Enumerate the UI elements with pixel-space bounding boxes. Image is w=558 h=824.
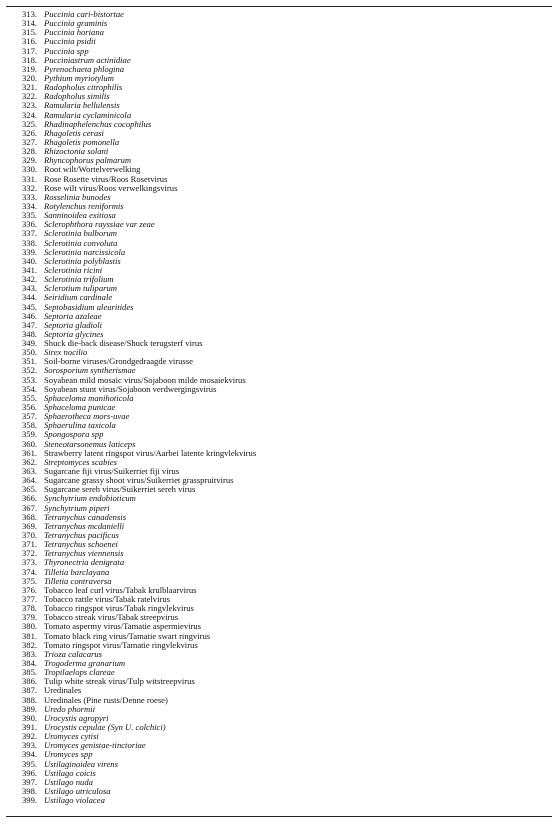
item-name: Puccinia horiana <box>44 27 104 38</box>
item-number: 365. <box>22 484 38 495</box>
item-name: Uromyces spp <box>44 749 93 760</box>
item-name: Uredinales (Pine rusts/Denne roese) <box>44 694 168 705</box>
item-number: 353. <box>22 374 38 385</box>
item-number: 343. <box>22 283 38 294</box>
item-name: Ramularia cyclaminicola <box>44 109 132 120</box>
item-name: Rhagoletis cerasi <box>44 127 104 138</box>
item-name: Sclerotinia narcissicola <box>44 246 126 257</box>
item-number: 381. <box>22 630 38 641</box>
item-number: 366. <box>22 493 38 504</box>
item-number: 377. <box>22 594 38 604</box>
item-number: 324. <box>22 109 38 120</box>
item-name: Septoria glycines <box>44 328 104 339</box>
item-name: Ustilago coicis <box>44 767 96 778</box>
item-number: 359. <box>22 429 38 440</box>
item-number: 369. <box>22 520 38 531</box>
item-number: 318. <box>22 54 38 65</box>
item-number: 383. <box>22 648 38 659</box>
item-number: 346. <box>22 310 38 321</box>
item-number: 317. <box>22 45 38 56</box>
item-number: 387. <box>22 685 38 696</box>
item-name: Root wilt/Wortelverwelking <box>44 164 141 175</box>
item-number: 380. <box>22 621 38 632</box>
item-name: Tetranychus viennensis <box>44 548 124 559</box>
item-number: 348. <box>22 328 38 339</box>
item-name: Trogoderma granarium <box>44 657 126 668</box>
item-number: 344. <box>22 292 38 303</box>
item-number: 330. <box>22 164 38 175</box>
item-number: 340. <box>22 255 38 266</box>
item-name: Sugarcane sereh virus/Suikerriet sereh virus <box>44 484 196 495</box>
item-name: Trioza calacarus <box>44 648 103 659</box>
item-name: Puccinia graminis <box>44 18 108 29</box>
item-number: 313. <box>22 9 38 19</box>
item-number: 378. <box>22 603 38 614</box>
item-number: 329. <box>22 155 38 166</box>
item-name: Tobacco streak virus/Tabak streepvirus <box>44 612 179 623</box>
list-item <box>22 28 542 37</box>
list-item <box>22 37 542 46</box>
item-name: Soil-borne viruses/Grondgedraagde virusse <box>44 356 193 367</box>
item-number: 321. <box>22 82 38 93</box>
item-name: Thyronectria denigrata <box>44 557 125 568</box>
item-number: 379. <box>22 612 38 623</box>
item-name: Soyabean mild mosaic virus/Sojaboon milde mosaiekvirus <box>44 374 246 385</box>
item-name: Ustilaginoidea virens <box>44 758 118 769</box>
item-name: Sclerotinia trifolium <box>44 274 114 285</box>
item-name: Sclerotinia polyblastis <box>44 255 121 266</box>
item-name: Ustilago nuda <box>44 776 93 787</box>
item-number: 352. <box>22 365 38 376</box>
item-name: Spongospora spp <box>44 429 104 440</box>
item-name: Rosselinia bunodes <box>44 191 111 202</box>
item-number: 368. <box>22 511 38 522</box>
item-name: Septoria azaleae <box>44 310 102 321</box>
item-number: 345. <box>22 301 38 312</box>
item-number: 371. <box>22 539 38 550</box>
item-name: Rhagoletis pomonella <box>44 136 120 147</box>
item-number: 391. <box>22 721 38 732</box>
item-number: 384. <box>22 657 38 668</box>
item-name: Sphaceloma punicae <box>44 402 116 413</box>
item-name: Sclerotinia convoluta <box>44 237 118 248</box>
item-number: 390. <box>22 712 38 723</box>
item-name: Sphaerulina taxicola <box>44 420 116 431</box>
item-number: 393. <box>22 740 38 751</box>
item-number: 338. <box>22 237 38 248</box>
item-number: 388. <box>22 694 38 705</box>
list-item <box>22 760 542 769</box>
item-name: Urocystis agropyri <box>44 712 109 723</box>
item-number: 362. <box>22 456 38 467</box>
item-number: 376. <box>22 584 38 595</box>
item-name: Sclerophthora rayssiae var zeae <box>44 219 155 230</box>
item-name: Tomato black ring virus/Tamatie swart ringvirus <box>44 630 211 641</box>
item-name: Puccinia cari-bistortae <box>44 9 124 19</box>
item-name: Uromyces cytisi <box>44 731 99 742</box>
item-name: Sugarcane grassy shoot virus/Suikerriet grasspruitvirus <box>44 475 234 486</box>
item-number: 356. <box>22 402 38 413</box>
item-number: 331. <box>22 173 38 184</box>
item-number: 386. <box>22 676 38 687</box>
item-number: 335. <box>22 210 38 221</box>
item-number: 334. <box>22 200 38 211</box>
item-number: 374. <box>22 566 38 577</box>
item-number: 375. <box>22 575 38 586</box>
item-name: Ramularia bellulensis <box>44 100 120 111</box>
item-number: 320. <box>22 72 38 83</box>
item-number: 389. <box>22 703 38 714</box>
item-number: 327. <box>22 136 38 147</box>
item-name: Tobacco ringspot virus/Tabak ringvlekvirus <box>44 603 194 614</box>
item-number: 355. <box>22 392 38 403</box>
item-name: Tetranychus schoenei <box>44 539 118 550</box>
item-number: 396. <box>22 767 38 778</box>
item-name: Sclerotium tuliparum <box>44 283 117 294</box>
list-item <box>22 796 542 805</box>
item-name: Ustilago utriculosa <box>44 785 111 796</box>
item-name: Sugarcane fiji virus/Suikerriet fiji virus <box>44 466 180 477</box>
item-name: Tilletia contraversa <box>44 575 112 586</box>
item-name: Tobacco rattle virus/Tabak ratelvirus <box>44 594 170 604</box>
item-name: Strawberry latent ringspot virus/Aarbei latente kringvlekvirus <box>44 447 257 458</box>
item-number: 370. <box>22 530 38 541</box>
list-item <box>22 723 542 732</box>
item-name: Rotylenchus reniformis <box>44 200 124 211</box>
item-number: 323. <box>22 100 38 111</box>
item-name: Sphaceloma manihoticola <box>44 392 134 403</box>
item-name: Pucciniastrum actinidiae <box>44 54 131 65</box>
item-name: Tetranychus canadensis <box>44 511 127 522</box>
item-name: Tilletia barclayana <box>44 566 110 577</box>
item-number: 360. <box>22 438 38 449</box>
item-name: Rhadinaphelenchus cocophilus <box>44 118 152 129</box>
item-number: 339. <box>22 246 38 257</box>
item-name: Sclerotinia ricini <box>44 264 103 275</box>
item-number: 372. <box>22 548 38 559</box>
item-name: Uredo phormii <box>44 703 96 714</box>
item-number: 332. <box>22 182 38 193</box>
item-name: Sanninoidea exitiosa <box>44 210 116 221</box>
item-name: Sorosporium syntherismae <box>44 365 136 376</box>
item-name: Streptomyces scabies <box>44 456 117 467</box>
item-number: 333. <box>22 191 38 202</box>
item-name: Synchytrium piperi <box>44 502 110 513</box>
item-number: 367. <box>22 502 38 513</box>
item-name: Uromyces genistae-tinctoriae <box>44 740 146 751</box>
item-number: 342. <box>22 274 38 285</box>
list-item <box>22 677 542 686</box>
item-number: 326. <box>22 127 38 138</box>
item-name: Pyrenochaeta phlogina <box>44 63 125 74</box>
item-name: Pythium myriotylum <box>44 72 114 83</box>
item-name: Tropilaelops clareae <box>44 667 115 678</box>
item-number: 382. <box>22 639 38 650</box>
list-item <box>22 696 542 705</box>
item-number: 399. <box>22 795 38 806</box>
list-item <box>22 339 542 348</box>
item-number: 316. <box>22 36 38 47</box>
item-number: 349. <box>22 338 38 349</box>
list-item <box>22 741 542 750</box>
item-number: 350. <box>22 347 38 358</box>
item-number: 398. <box>22 785 38 796</box>
list-item <box>22 769 542 778</box>
item-number: 397. <box>22 776 38 787</box>
item-number: 395. <box>22 758 38 769</box>
item-name: Synchytrium endobioticum <box>44 493 136 504</box>
item-number: 363. <box>22 466 38 477</box>
item-name: Tulip white streak virus/Tulp witstreepvirus <box>44 676 195 687</box>
item-number: 315. <box>22 27 38 38</box>
item-number: 364. <box>22 475 38 486</box>
item-number: 358. <box>22 420 38 431</box>
item-name: Uredinales <box>44 685 82 696</box>
item-name: Radopholus citrophilis <box>44 82 123 93</box>
item-name: Soyabean stunt virus/Sojaboon verdwergingsvirus <box>44 383 217 394</box>
item-number: 347. <box>22 319 38 330</box>
item-name: Rhyncophorus palmarum <box>44 155 132 166</box>
item-name: Tomato ringspot virus/Tamatie ringvlekvirus <box>44 639 198 650</box>
item-number: 351. <box>22 356 38 367</box>
item-name: Tetranychus pacificus <box>44 530 119 541</box>
item-number: 328. <box>22 146 38 157</box>
item-name: Seiridium cardinale <box>44 292 113 303</box>
item-number: 337. <box>22 228 38 239</box>
item-number: 354. <box>22 383 38 394</box>
item-name: Rose wilt virus/Roos verwelkingsvirus <box>44 182 178 193</box>
item-number: 322. <box>22 91 38 102</box>
item-number: 314. <box>22 18 38 29</box>
item-number: 373. <box>22 557 38 568</box>
numbered-list <box>22 10 542 805</box>
item-name: Sclerotinia bulborum <box>44 228 117 239</box>
item-number: 392. <box>22 731 38 742</box>
item-name: Steneotarsonemus laticeps <box>44 438 136 449</box>
item-number: 325. <box>22 118 38 129</box>
item-name: Ustilago violacea <box>44 795 105 806</box>
bottom-rule <box>6 816 552 817</box>
item-name: Shuck die-back disease/Shuck terugsterf virus <box>44 338 203 349</box>
item-name: Tomato aspermy virus/Tamatie aspermievirus <box>44 621 202 632</box>
item-name: Septobasidium aleuritides <box>44 301 134 312</box>
item-name: Radopholus similis <box>44 91 110 102</box>
item-name: Rose Rosette virus/Roos Rosetvirus <box>44 173 168 184</box>
item-number: 385. <box>22 667 38 678</box>
item-number: 336. <box>22 219 38 230</box>
item-number: 361. <box>22 447 38 458</box>
item-name: Septoria gladioli <box>44 319 103 330</box>
item-name: Tobacco leaf curl virus/Tabak krulblaarvirus <box>44 584 197 595</box>
item-name: Urocystis cepulae (Syn U. colchici) <box>44 721 166 732</box>
item-number: 394. <box>22 749 38 760</box>
item-name: Sphaerotheca mors-uvae <box>44 411 130 422</box>
item-name: Puccinia spp <box>44 45 89 56</box>
item-name: Rhizoctonia solani <box>44 146 109 157</box>
top-rule <box>6 6 552 7</box>
item-number: 319. <box>22 63 38 74</box>
item-name: Sirex nocilio <box>44 347 88 358</box>
item-name: Puccinia psidii <box>44 36 96 47</box>
item-name: Tetranychus mcdanielli <box>44 520 125 531</box>
item-number: 341. <box>22 264 38 275</box>
item-number: 357. <box>22 411 38 422</box>
